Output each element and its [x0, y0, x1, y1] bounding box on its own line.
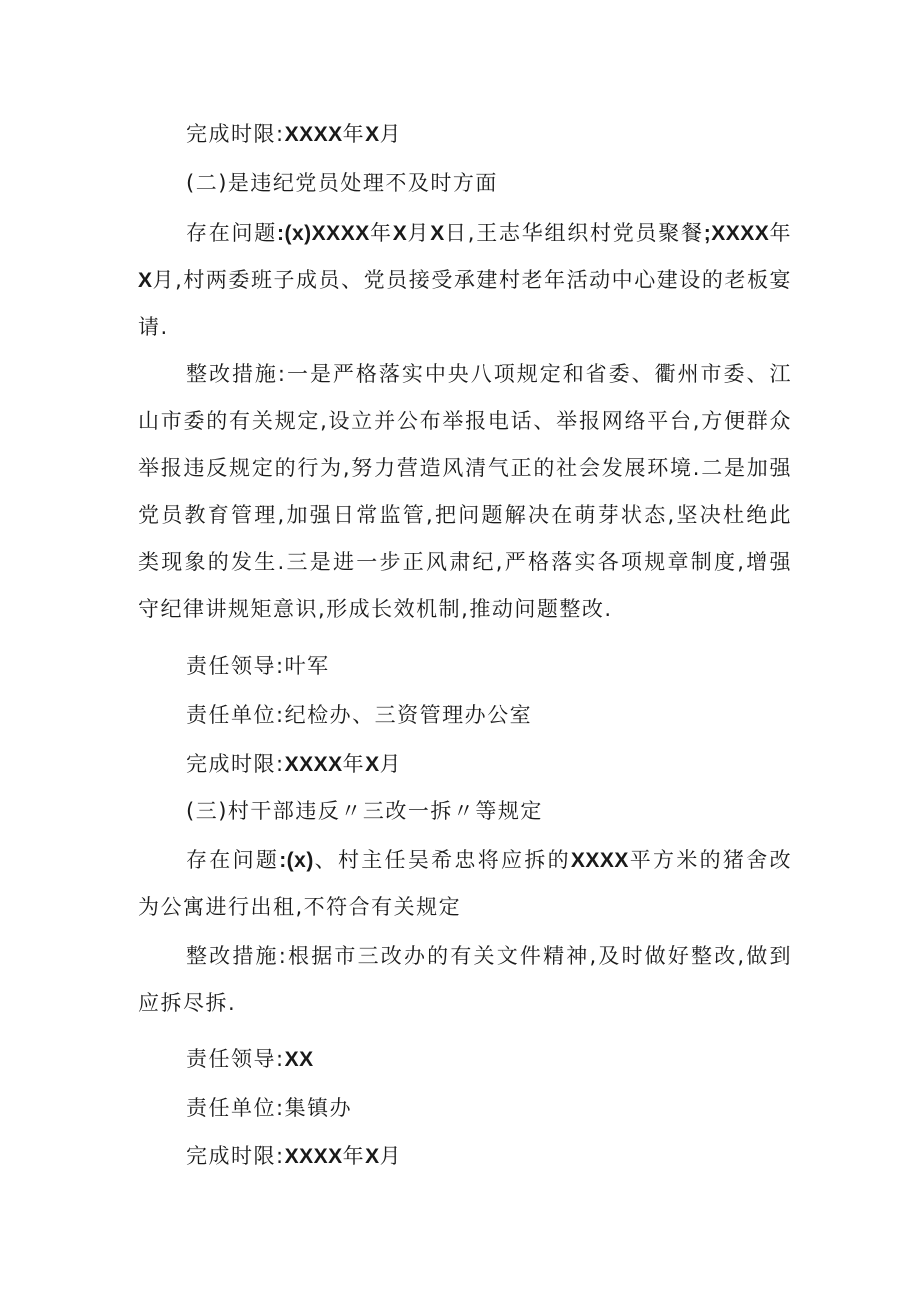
bold-text-run: X: [365, 123, 380, 146]
text-run: 存在问题: [186, 221, 278, 245]
paragraph-deadline-3: [138, 1133, 792, 1180]
text-run: 存在问题: [186, 848, 280, 872]
text-run: 月: [379, 752, 403, 776]
bold-text-run: X: [365, 1145, 380, 1168]
paragraph-deadline-1: [138, 111, 792, 158]
text-run: 整改措施:根据市三改办的有关文件精神,及时做好整改,做到应拆尽拆.: [138, 944, 792, 1015]
bold-text-run: XXXX: [570, 849, 629, 872]
bold-text-run: :(x): [279, 849, 314, 872]
paragraph-leader-3: [138, 1036, 792, 1083]
bold-text-run: XXXX: [284, 123, 343, 146]
text-run: 平方米的猪舍改为公寓进行出租,不符合有关规定: [138, 848, 793, 919]
bold-text-run: XXXX: [284, 1145, 343, 1168]
paragraph-measures-2: [138, 351, 792, 633]
text-run: 日,王志华组织村党员聚餐: [444, 221, 704, 245]
text-run: 责任领导:叶军: [186, 654, 330, 678]
bold-text-run: X: [430, 222, 445, 245]
paragraph-deadline-2: [138, 741, 792, 788]
paragraph-problem-3: [138, 837, 792, 931]
text-run: 责任单位:集镇办: [186, 1096, 353, 1120]
text-run: 完成时限:: [186, 752, 285, 776]
bold-text-run: :(x)XXXX: [277, 222, 370, 245]
text-run: 整改措施:一是严格落实中央八项规定和省委、衢州市委、江山市委的有关规定,设立并公布举报电话、举报网络平台,方便群众举报违反规定的行为,努力营造风清气正的社会发展环境.二是加强党员教育管理,加强日常监管,把问题解决在萌芽状态,坚决杜绝此类现象的发生.三是进一步正风肃纪,严格落实各项规章制度,增强守纪律讲规矩意识,形成长效机制,推动问题整改.: [138, 362, 792, 621]
paragraph-problem-2: [138, 210, 792, 351]
text-run: 年: [342, 752, 366, 776]
text-run: 完成时限:: [186, 122, 285, 146]
text-run: 月: [379, 122, 403, 146]
text-run: 年: [342, 122, 366, 146]
paragraph-unit-3: [138, 1085, 792, 1132]
paragraph-measures-3: [138, 933, 792, 1027]
paragraph-unit-2: [138, 692, 792, 739]
text-run: 年: [369, 221, 393, 245]
text-run: 月: [379, 1144, 403, 1168]
text-run: 年: [342, 1144, 366, 1168]
text-run: 年: [769, 221, 793, 245]
bold-text-run: X: [392, 222, 408, 245]
bold-text-run: X: [138, 269, 153, 292]
heading-section-3: [138, 788, 792, 835]
paragraph-leader-2: [138, 643, 792, 690]
bold-text-run: XX: [284, 1048, 314, 1071]
text-run: 完成时限:: [186, 1144, 285, 1168]
text-run: 月: [407, 221, 431, 245]
text-run: 责任领导:: [186, 1047, 285, 1071]
heading-section-2: [138, 160, 792, 207]
bold-text-run: X: [365, 753, 380, 776]
text-run: 责任单位:纪检办、三资管理办公室: [186, 703, 533, 727]
text-run: (二)是违纪党员处理不及时方面: [186, 171, 498, 195]
text-run: (三)村干部违反〃三改一拆〃等规定: [186, 799, 543, 823]
bold-text-run: ;XXXX: [703, 222, 770, 245]
text-run: 、村主任吴希忠将应拆的: [313, 848, 571, 872]
bold-text-run: XXXX: [284, 753, 343, 776]
text-run: 月,村两委班子成员、党员接受承建村老年活动中心建设的老板宴请.: [138, 268, 792, 339]
